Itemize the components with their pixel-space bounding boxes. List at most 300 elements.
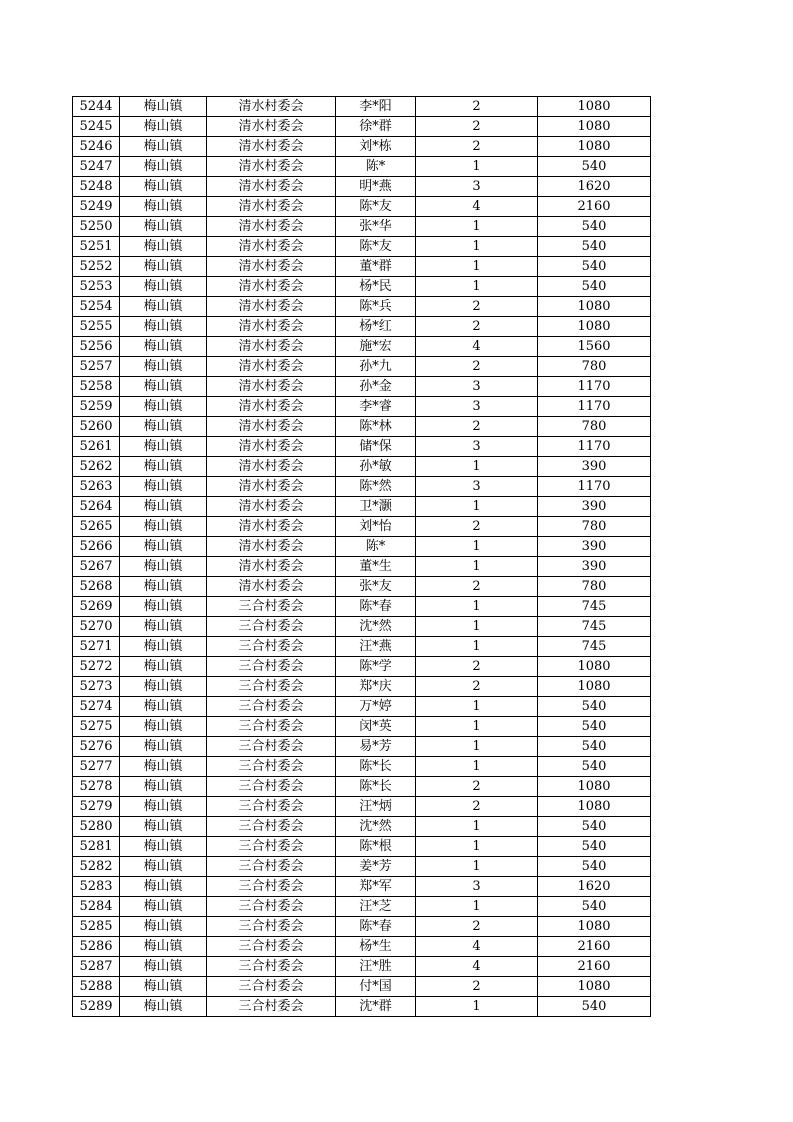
town-cell: 梅山镇	[120, 237, 207, 257]
row-number: 5261	[73, 437, 120, 457]
village-cell: 三合村委会	[207, 597, 336, 617]
village-cell: 三合村委会	[207, 737, 336, 757]
row-number: 5251	[73, 237, 120, 257]
count-cell: 1	[416, 497, 538, 517]
name-cell: 明*燕	[336, 177, 416, 197]
table-row	[73, 917, 651, 937]
amount-cell: 390	[538, 497, 651, 517]
table-row	[73, 717, 651, 737]
town-cell: 梅山镇	[120, 417, 207, 437]
amount-cell: 540	[538, 257, 651, 277]
count-cell: 4	[416, 937, 538, 957]
amount-cell: 540	[538, 277, 651, 297]
table-row	[73, 337, 651, 357]
table-row	[73, 457, 651, 477]
village-cell: 三合村委会	[207, 757, 336, 777]
table-row	[73, 817, 651, 837]
count-cell: 2	[416, 317, 538, 337]
table-row	[73, 597, 651, 617]
table-row	[73, 997, 651, 1017]
count-cell: 2	[416, 677, 538, 697]
village-cell: 清水村委会	[207, 517, 336, 537]
table-row	[73, 217, 651, 237]
table-row	[73, 417, 651, 437]
data-table	[72, 96, 651, 1017]
table-row	[73, 177, 651, 197]
name-cell: 付*国	[336, 977, 416, 997]
name-cell: 汪*炳	[336, 797, 416, 817]
name-cell: 陈*春	[336, 917, 416, 937]
count-cell: 4	[416, 957, 538, 977]
row-number: 5266	[73, 537, 120, 557]
table-row	[73, 977, 651, 997]
table-row	[73, 657, 651, 677]
name-cell: 易*芳	[336, 737, 416, 757]
count-cell: 2	[416, 517, 538, 537]
village-cell: 清水村委会	[207, 457, 336, 477]
amount-cell: 540	[538, 757, 651, 777]
count-cell: 2	[416, 577, 538, 597]
village-cell: 清水村委会	[207, 557, 336, 577]
amount-cell: 540	[538, 857, 651, 877]
row-number: 5265	[73, 517, 120, 537]
village-cell: 清水村委会	[207, 237, 336, 257]
village-cell: 清水村委会	[207, 157, 336, 177]
village-cell: 三合村委会	[207, 897, 336, 917]
count-cell: 1	[416, 277, 538, 297]
town-cell: 梅山镇	[120, 897, 207, 917]
count-cell: 1	[416, 757, 538, 777]
count-cell: 2	[416, 657, 538, 677]
table-row	[73, 477, 651, 497]
amount-cell: 1620	[538, 177, 651, 197]
town-cell: 梅山镇	[120, 697, 207, 717]
town-cell: 梅山镇	[120, 857, 207, 877]
town-cell: 梅山镇	[120, 217, 207, 237]
row-number: 5245	[73, 117, 120, 137]
table-row	[73, 317, 651, 337]
village-cell: 清水村委会	[207, 317, 336, 337]
amount-cell: 1080	[538, 657, 651, 677]
town-cell: 梅山镇	[120, 537, 207, 557]
town-cell: 梅山镇	[120, 97, 207, 117]
count-cell: 1	[416, 157, 538, 177]
town-cell: 梅山镇	[120, 717, 207, 737]
count-cell: 1	[416, 237, 538, 257]
name-cell: 沈*然	[336, 817, 416, 837]
name-cell: 陈*林	[336, 417, 416, 437]
amount-cell: 1080	[538, 317, 651, 337]
table-row	[73, 537, 651, 557]
count-cell: 1	[416, 737, 538, 757]
amount-cell: 1080	[538, 297, 651, 317]
town-cell: 梅山镇	[120, 437, 207, 457]
village-cell: 三合村委会	[207, 957, 336, 977]
village-cell: 三合村委会	[207, 617, 336, 637]
count-cell: 3	[416, 437, 538, 457]
row-number: 5257	[73, 357, 120, 377]
row-number: 5276	[73, 737, 120, 757]
town-cell: 梅山镇	[120, 197, 207, 217]
village-cell: 清水村委会	[207, 337, 336, 357]
town-cell: 梅山镇	[120, 377, 207, 397]
row-number: 5244	[73, 97, 120, 117]
name-cell: 陈*	[336, 537, 416, 557]
town-cell: 梅山镇	[120, 877, 207, 897]
table-row	[73, 517, 651, 537]
village-cell: 三合村委会	[207, 877, 336, 897]
town-cell: 梅山镇	[120, 177, 207, 197]
count-cell: 1	[416, 257, 538, 277]
count-cell: 4	[416, 337, 538, 357]
count-cell: 2	[416, 917, 538, 937]
name-cell: 万*婷	[336, 697, 416, 717]
village-cell: 清水村委会	[207, 537, 336, 557]
count-cell: 1	[416, 697, 538, 717]
count-cell: 1	[416, 457, 538, 477]
name-cell: 沈*然	[336, 617, 416, 637]
village-cell: 三合村委会	[207, 777, 336, 797]
count-cell: 1	[416, 637, 538, 657]
table-row	[73, 637, 651, 657]
amount-cell: 745	[538, 637, 651, 657]
count-cell: 3	[416, 377, 538, 397]
town-cell: 梅山镇	[120, 477, 207, 497]
count-cell: 3	[416, 397, 538, 417]
count-cell: 1	[416, 537, 538, 557]
village-cell: 清水村委会	[207, 437, 336, 457]
count-cell: 2	[416, 297, 538, 317]
table-row	[73, 897, 651, 917]
town-cell: 梅山镇	[120, 817, 207, 837]
amount-cell: 540	[538, 737, 651, 757]
amount-cell: 780	[538, 577, 651, 597]
count-cell: 3	[416, 477, 538, 497]
name-cell: 陈*	[336, 157, 416, 177]
amount-cell: 1080	[538, 777, 651, 797]
town-cell: 梅山镇	[120, 637, 207, 657]
table-row	[73, 697, 651, 717]
table-row	[73, 757, 651, 777]
count-cell: 2	[416, 137, 538, 157]
row-number: 5259	[73, 397, 120, 417]
name-cell: 李*睿	[336, 397, 416, 417]
amount-cell: 1170	[538, 397, 651, 417]
count-cell: 2	[416, 777, 538, 797]
town-cell: 梅山镇	[120, 797, 207, 817]
row-number: 5284	[73, 897, 120, 917]
row-number: 5247	[73, 157, 120, 177]
town-cell: 梅山镇	[120, 457, 207, 477]
village-cell: 清水村委会	[207, 217, 336, 237]
table-row	[73, 937, 651, 957]
village-cell: 清水村委会	[207, 277, 336, 297]
town-cell: 梅山镇	[120, 517, 207, 537]
table-row	[73, 297, 651, 317]
name-cell: 徐*群	[336, 117, 416, 137]
row-number: 5262	[73, 457, 120, 477]
row-number: 5264	[73, 497, 120, 517]
name-cell: 刘*怡	[336, 517, 416, 537]
village-cell: 三合村委会	[207, 717, 336, 737]
table-row	[73, 877, 651, 897]
name-cell: 姜*芳	[336, 857, 416, 877]
table-row	[73, 957, 651, 977]
town-cell: 梅山镇	[120, 157, 207, 177]
table-row	[73, 157, 651, 177]
row-number: 5289	[73, 997, 120, 1017]
count-cell: 1	[416, 717, 538, 737]
amount-cell: 540	[538, 717, 651, 737]
name-cell: 陈*根	[336, 837, 416, 857]
row-number: 5263	[73, 477, 120, 497]
town-cell: 梅山镇	[120, 917, 207, 937]
village-cell: 清水村委会	[207, 577, 336, 597]
amount-cell: 390	[538, 457, 651, 477]
amount-cell: 540	[538, 897, 651, 917]
name-cell: 董*群	[336, 257, 416, 277]
name-cell: 汪*芝	[336, 897, 416, 917]
count-cell: 1	[416, 617, 538, 637]
amount-cell: 1080	[538, 137, 651, 157]
table-body	[73, 97, 651, 1017]
count-cell: 3	[416, 877, 538, 897]
village-cell: 清水村委会	[207, 257, 336, 277]
village-cell: 清水村委会	[207, 417, 336, 437]
row-number: 5258	[73, 377, 120, 397]
row-number: 5271	[73, 637, 120, 657]
row-number: 5255	[73, 317, 120, 337]
table-row	[73, 137, 651, 157]
amount-cell: 1080	[538, 797, 651, 817]
count-cell: 1	[416, 817, 538, 837]
town-cell: 梅山镇	[120, 617, 207, 637]
amount-cell: 540	[538, 837, 651, 857]
name-cell: 卫*灏	[336, 497, 416, 517]
name-cell: 陈*长	[336, 777, 416, 797]
town-cell: 梅山镇	[120, 957, 207, 977]
name-cell: 陈*然	[336, 477, 416, 497]
amount-cell: 540	[538, 217, 651, 237]
count-cell: 1	[416, 557, 538, 577]
name-cell: 郑*庆	[336, 677, 416, 697]
table-row	[73, 737, 651, 757]
village-cell: 三合村委会	[207, 697, 336, 717]
name-cell: 陈*友	[336, 237, 416, 257]
town-cell: 梅山镇	[120, 777, 207, 797]
town-cell: 梅山镇	[120, 277, 207, 297]
row-number: 5249	[73, 197, 120, 217]
row-number: 5260	[73, 417, 120, 437]
name-cell: 陈*长	[336, 757, 416, 777]
row-number: 5272	[73, 657, 120, 677]
town-cell: 梅山镇	[120, 757, 207, 777]
name-cell: 孙*金	[336, 377, 416, 397]
town-cell: 梅山镇	[120, 317, 207, 337]
table-row	[73, 277, 651, 297]
amount-cell: 780	[538, 517, 651, 537]
village-cell: 三合村委会	[207, 997, 336, 1017]
village-cell: 清水村委会	[207, 297, 336, 317]
amount-cell: 1170	[538, 437, 651, 457]
town-cell: 梅山镇	[120, 337, 207, 357]
village-cell: 三合村委会	[207, 637, 336, 657]
town-cell: 梅山镇	[120, 397, 207, 417]
row-number: 5287	[73, 957, 120, 977]
village-cell: 三合村委会	[207, 837, 336, 857]
amount-cell: 1170	[538, 377, 651, 397]
row-number: 5269	[73, 597, 120, 617]
amount-cell: 540	[538, 157, 651, 177]
amount-cell: 1620	[538, 877, 651, 897]
count-cell: 1	[416, 217, 538, 237]
row-number: 5279	[73, 797, 120, 817]
table-row	[73, 837, 651, 857]
village-cell: 三合村委会	[207, 817, 336, 837]
count-cell: 2	[416, 977, 538, 997]
row-number: 5252	[73, 257, 120, 277]
name-cell: 董*生	[336, 557, 416, 577]
name-cell: 张*华	[336, 217, 416, 237]
count-cell: 1	[416, 997, 538, 1017]
amount-cell: 540	[538, 237, 651, 257]
table-row	[73, 377, 651, 397]
town-cell: 梅山镇	[120, 117, 207, 137]
village-cell: 清水村委会	[207, 397, 336, 417]
amount-cell: 1080	[538, 117, 651, 137]
amount-cell: 780	[538, 417, 651, 437]
village-cell: 清水村委会	[207, 197, 336, 217]
table-row	[73, 97, 651, 117]
town-cell: 梅山镇	[120, 137, 207, 157]
table-row	[73, 797, 651, 817]
village-cell: 清水村委会	[207, 117, 336, 137]
name-cell: 沈*群	[336, 997, 416, 1017]
village-cell: 清水村委会	[207, 377, 336, 397]
town-cell: 梅山镇	[120, 597, 207, 617]
village-cell: 三合村委会	[207, 977, 336, 997]
row-number: 5283	[73, 877, 120, 897]
town-cell: 梅山镇	[120, 837, 207, 857]
count-cell: 4	[416, 197, 538, 217]
count-cell: 1	[416, 897, 538, 917]
village-cell: 清水村委会	[207, 97, 336, 117]
town-cell: 梅山镇	[120, 657, 207, 677]
name-cell: 储*保	[336, 437, 416, 457]
count-cell: 3	[416, 177, 538, 197]
count-cell: 1	[416, 837, 538, 857]
row-number: 5288	[73, 977, 120, 997]
row-number: 5286	[73, 937, 120, 957]
amount-cell: 1080	[538, 977, 651, 997]
name-cell: 张*友	[336, 577, 416, 597]
count-cell: 2	[416, 357, 538, 377]
town-cell: 梅山镇	[120, 577, 207, 597]
town-cell: 梅山镇	[120, 977, 207, 997]
amount-cell: 1080	[538, 97, 651, 117]
town-cell: 梅山镇	[120, 997, 207, 1017]
village-cell: 清水村委会	[207, 497, 336, 517]
table-row	[73, 437, 651, 457]
amount-cell: 540	[538, 997, 651, 1017]
town-cell: 梅山镇	[120, 257, 207, 277]
row-number: 5277	[73, 757, 120, 777]
row-number: 5246	[73, 137, 120, 157]
row-number: 5282	[73, 857, 120, 877]
amount-cell: 1170	[538, 477, 651, 497]
row-number: 5278	[73, 777, 120, 797]
row-number: 5254	[73, 297, 120, 317]
table-row	[73, 117, 651, 137]
amount-cell: 1080	[538, 917, 651, 937]
name-cell: 李*阳	[336, 97, 416, 117]
village-cell: 三合村委会	[207, 677, 336, 697]
town-cell: 梅山镇	[120, 937, 207, 957]
village-cell: 清水村委会	[207, 357, 336, 377]
row-number: 5280	[73, 817, 120, 837]
table-row	[73, 497, 651, 517]
name-cell: 孙*九	[336, 357, 416, 377]
row-number: 5253	[73, 277, 120, 297]
row-number: 5285	[73, 917, 120, 937]
town-cell: 梅山镇	[120, 677, 207, 697]
row-number: 5274	[73, 697, 120, 717]
table-row	[73, 577, 651, 597]
count-cell: 2	[416, 97, 538, 117]
name-cell: 杨*红	[336, 317, 416, 337]
count-cell: 1	[416, 597, 538, 617]
name-cell: 汪*胜	[336, 957, 416, 977]
row-number: 5281	[73, 837, 120, 857]
name-cell: 闵*英	[336, 717, 416, 737]
row-number: 5248	[73, 177, 120, 197]
village-cell: 三合村委会	[207, 657, 336, 677]
table-row	[73, 397, 651, 417]
village-cell: 三合村委会	[207, 797, 336, 817]
amount-cell: 1560	[538, 337, 651, 357]
amount-cell: 2160	[538, 937, 651, 957]
count-cell: 1	[416, 857, 538, 877]
count-cell: 2	[416, 417, 538, 437]
name-cell: 汪*燕	[336, 637, 416, 657]
table-row	[73, 197, 651, 217]
table-row	[73, 677, 651, 697]
village-cell: 清水村委会	[207, 477, 336, 497]
row-number: 5275	[73, 717, 120, 737]
village-cell: 清水村委会	[207, 137, 336, 157]
row-number: 5270	[73, 617, 120, 637]
table-row	[73, 777, 651, 797]
amount-cell: 2160	[538, 197, 651, 217]
row-number: 5267	[73, 557, 120, 577]
village-cell: 三合村委会	[207, 857, 336, 877]
document-table-container	[72, 96, 651, 1017]
name-cell: 陈*学	[336, 657, 416, 677]
name-cell: 郑*军	[336, 877, 416, 897]
village-cell: 三合村委会	[207, 917, 336, 937]
name-cell: 杨*生	[336, 937, 416, 957]
name-cell: 施*宏	[336, 337, 416, 357]
amount-cell: 390	[538, 537, 651, 557]
town-cell: 梅山镇	[120, 497, 207, 517]
table-row	[73, 257, 651, 277]
village-cell: 三合村委会	[207, 937, 336, 957]
town-cell: 梅山镇	[120, 557, 207, 577]
count-cell: 2	[416, 117, 538, 137]
table-row	[73, 237, 651, 257]
table-row	[73, 557, 651, 577]
row-number: 5273	[73, 677, 120, 697]
